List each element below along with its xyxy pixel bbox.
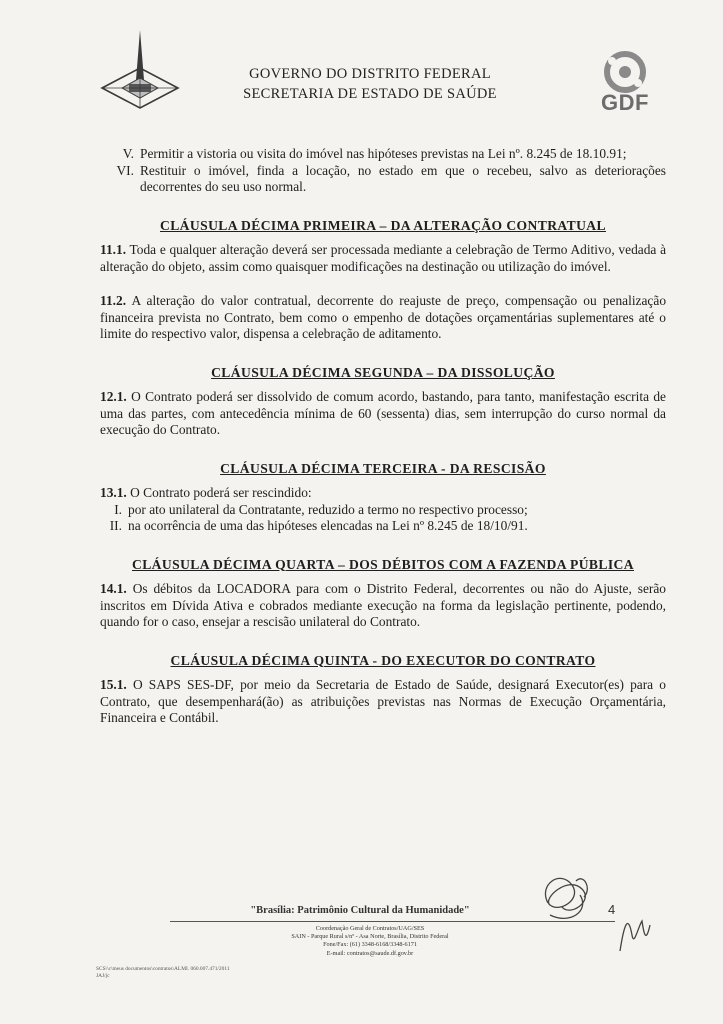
clause-12-title: CLÁUSULA DÉCIMA SEGUNDA – DA DISSOLUÇÃO — [211, 364, 555, 380]
clause-12-1 — [100, 389, 666, 439]
paragraph-text: O Contrato poderá ser rescindido: — [130, 485, 312, 500]
item-text: na ocorrência de uma das hipóteses elencadas na Lei nº 8.245 de 18/10/91. — [128, 518, 528, 533]
clause-13-1 — [100, 485, 666, 502]
paragraph-text: O Contrato poderá ser dissolvido de comum acordo, bastando, para tanto, manifestação escrita de uma das partes, com antecedência mínima de 60 (sessenta) dias, sem interrupção do curso normal da execução do Contrato. — [100, 389, 666, 437]
clause-15-1 — [100, 677, 666, 727]
footer-line: Coordenação Geral de Contratos/UAG/SES — [315, 925, 425, 932]
file-path: SCS\\c\meus documentos\contratos\ALMI. 060.007.471/2011 — [96, 966, 230, 972]
page-number: 4 — [608, 902, 616, 917]
list-item — [100, 518, 666, 535]
list-item — [100, 502, 666, 519]
item-number: V. — [122, 146, 134, 161]
list-item — [100, 146, 666, 163]
author-initials: JAJ/jc — [96, 973, 110, 979]
item-number: VI. — [116, 162, 134, 178]
paragraph-number: 13.1. — [100, 485, 127, 500]
clause-15-title: CLÁUSULA DÉCIMA QUINTA - DO EXECUTOR DO CONTRATO — [170, 652, 596, 668]
item-text: por ato unilateral da Contratante, reduzido a termo no respectivo processo; — [128, 501, 528, 517]
government-title: GOVERNO DO DISTRITO FEDERAL — [249, 66, 491, 82]
paragraph-text: Toda e qualquer alteração deverá ser processada mediante a celebração de Termo Aditivo, vedada à alteração do objeto, assim como quaisquer modificações na destinação ou utilização do imóvel. — [100, 242, 667, 274]
footer-divider — [170, 921, 615, 922]
footer-address — [250, 925, 490, 958]
paragraph-number: 12.1. — [100, 389, 127, 404]
rescission-list — [100, 502, 666, 535]
gdf-logo-text: GDF — [601, 90, 649, 115]
footer-line: SAIN - Parque Rural s/nº - Asa Norte, Brasília, Distrito Federal — [291, 933, 449, 941]
brasilia-crest-icon — [98, 28, 182, 110]
footer-line: Fone/Fax: (61) 3348-6168/3348-6171 — [323, 941, 417, 949]
secretariat-title: SECRETARIA DE ESTADO DE SAÚDE — [243, 86, 497, 102]
clause-11-title: CLÁUSULA DÉCIMA PRIMEIRA – DA ALTERAÇÃO CONTRATUAL — [160, 217, 606, 233]
item-text: Permitir a vistoria ou visita do imóvel nas hipóteses previstas na Lei nº. 8.245 de 18.10.91; — [140, 146, 627, 161]
clause-14-1 — [100, 581, 666, 631]
footer-motto: "Brasília: Patrimônio Cultural da Humanidade" — [250, 905, 470, 916]
item-text: Restituir o imóvel, finda a locação, no estado em que o recebeu, salvo as deteriorações decorrentes do seu uso normal. — [140, 162, 666, 194]
paragraph-number: 11.1. — [100, 242, 127, 257]
clause-14-title: CLÁUSULA DÉCIMA QUARTA – DOS DÉBITOS COM A FAZENDA PÚBLICA — [132, 556, 634, 572]
paragraph-text: A alteração do valor contratual, decorrente do reajuste de preço, compensação ou penalização financeira prevista no Contrato, bem como o empenho de dotações orçamentárias suplementares até o limite do respectivo valor, dispensa a celebração de aditamento. — [100, 293, 667, 341]
item-number: I. — [114, 501, 122, 517]
item-number: II. — [109, 518, 122, 533]
document-body — [100, 146, 666, 727]
paragraph-text: O SAPS SES-DF, por meio da Secretaria de Estado de Saúde, designará Executor(es) para o Contrato, que desempenhará(ão) as atribuições previstas nas Normas de Execução Orçamentária, Financeira e Contábil. — [100, 677, 666, 725]
clause-11-2 — [100, 293, 666, 343]
list-item — [100, 163, 666, 196]
clause-13-title: CLÁUSULA DÉCIMA TERCEIRA - DA RESCISÃO — [220, 460, 546, 476]
clause-11-1 — [100, 242, 666, 275]
paragraph-number: 11.2. — [100, 293, 127, 308]
handwritten-signature-icon — [520, 855, 660, 965]
footer-email: E-mail: contratos@saude.df.gov.br — [326, 949, 414, 957]
file-reference — [96, 966, 266, 980]
paragraph-number: 15.1. — [100, 677, 127, 692]
header-titles — [190, 64, 550, 104]
paragraph-number: 14.1. — [100, 581, 127, 596]
paragraph-text: Os débitos da LOCADORA para com o Distrito Federal, decorrentes ou não do Ajuste, serão inscritos em Dívida Ativa e cobrados mediante execução na forma da legislação pertinente, podendo, quando for o caso, ensejar a rescisão unilateral do Contrato. — [100, 581, 666, 629]
